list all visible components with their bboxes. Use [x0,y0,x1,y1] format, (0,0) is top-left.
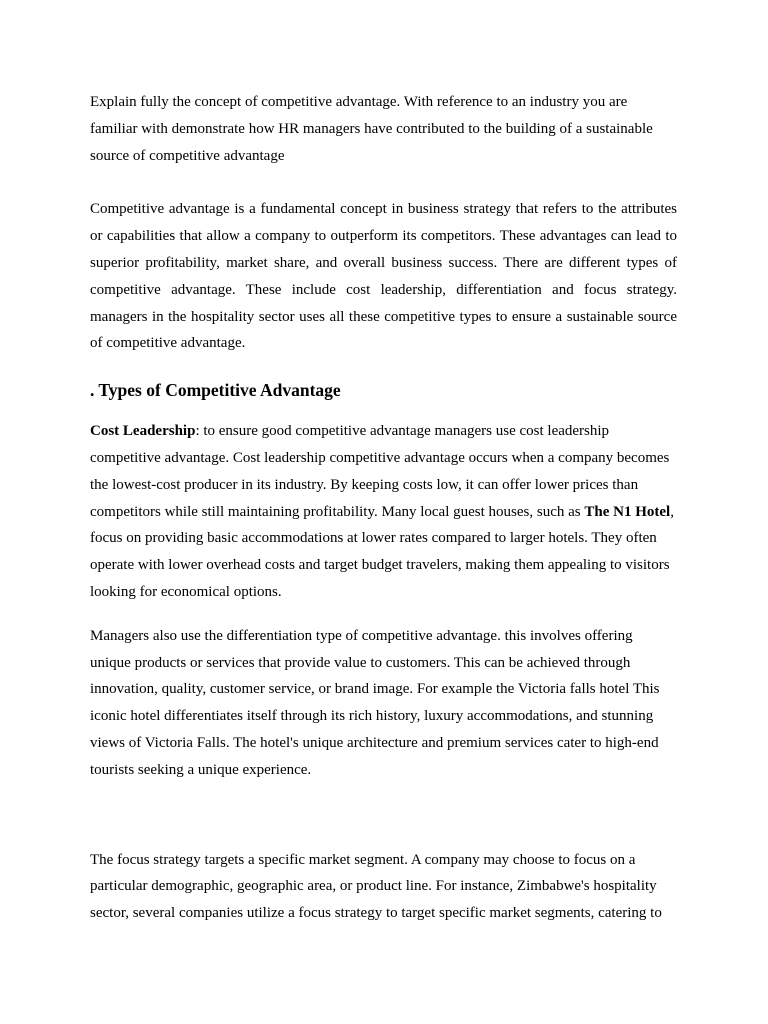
question-paragraph: Explain fully the concept of competitive advantage. With reference to an industry you are familiar with demonstrate how HR managers have contributed to the building of a sustainable source of competitive advantage [90,94,653,164]
intro-paragraph: Competitive advantage is a fundamental concept in business strategy that refers to the attributes or capabilities that allow a company to outperform its competitors. These advantages can lead to superior profitability, market share, and overall business success. There are different types of competitive advantage. These include cost leadership, differentiation and focus strategy. managers in the hospitality sector uses all these competitive types to ensure a sustainable source of competitive advantage. [90,201,677,352]
cost-leadership-text-1: : to ensure good competitive advantage managers use cost leadership competitive advantage. Cost leadership competitive advantage occurs when a company becomes the lowest-cost producer in its industry. By keeping costs low, it can offer lower prices than competitors while still maintaining profitability. Many local guest houses, such as [90,423,670,520]
section-heading: . Types of Competitive Advantage [90,380,341,401]
cost-leadership-paragraph [90,418,677,606]
cost-leadership-text-2: , focus on providing basic accommodations at lower rates compared to larger hotels. They often operate with lower overhead costs and target budget travelers, making them appealing to visitors looking for economical options. [90,503,674,600]
focus-paragraph: The focus strategy targets a specific market segment. A company may choose to focus on a particular demographic, geographic area, or product line. For instance, Zimbabwe's hospitality sector, several companies utilize a focus strategy to target specific market segments, catering to [90,851,662,922]
n1-hotel-example: The N1 Hotel [584,503,671,520]
differentiation-paragraph: Managers also use the differentiation type of competitive advantage. this involves offering unique products or services that provide value to customers. This can be achieved through innovation, quality, customer service, or brand image. For example the Victoria falls hotel This iconic hotel differentiates itself through its rich history, luxury accommodations, and stunning views of Victoria Falls. The hotel's unique architecture and premium services cater to high-end tourists seeking a unique experience. [90,627,660,778]
document-page [90,89,677,927]
cost-leadership-term: Cost Leadership [90,423,196,440]
